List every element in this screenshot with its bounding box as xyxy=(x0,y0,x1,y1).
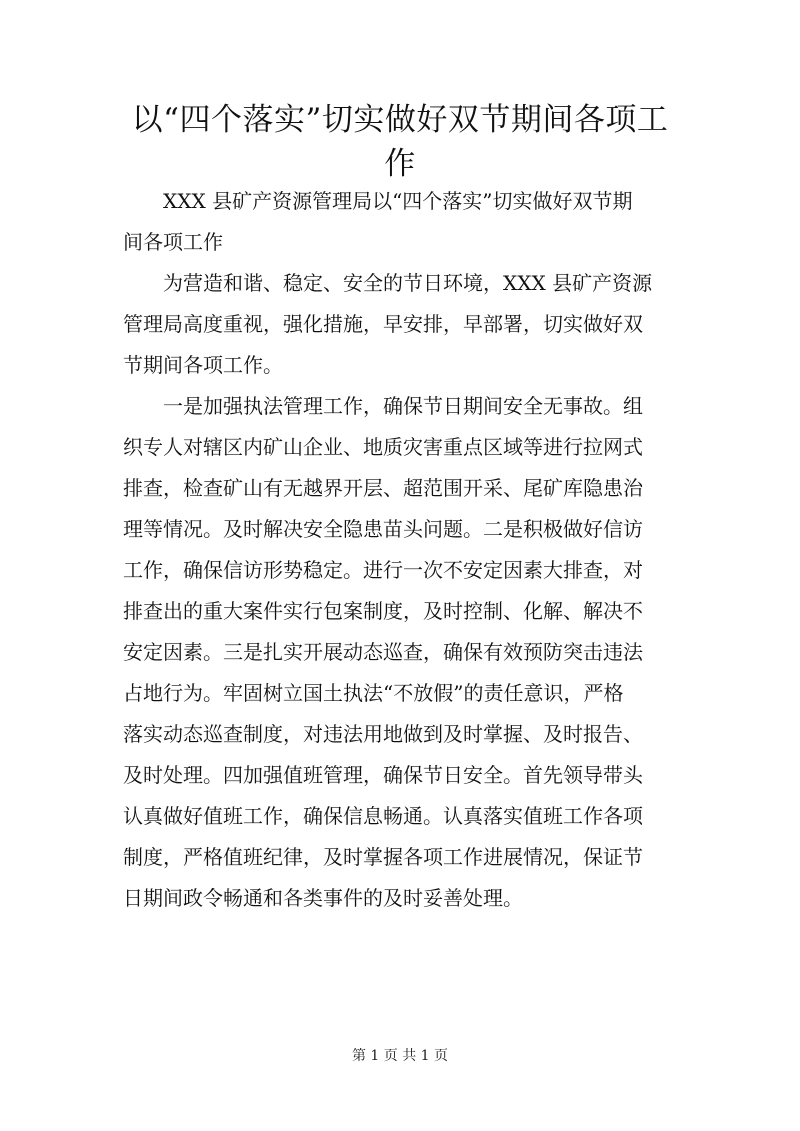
title-line-2: 作 xyxy=(384,146,416,182)
paragraph-line: 安定因素。三是扎实开展动态巡查，确保有效预防突击违法 xyxy=(123,640,643,664)
paragraph-line: 排查，检查矿山有无越界开层、超范围开采、尾矿库隐患治 xyxy=(123,476,643,500)
paragraph-line: 及时处理。四加强值班管理，确保节日安全。首先领导带头 xyxy=(123,763,643,787)
document-title xyxy=(80,98,720,186)
paragraph-line: 认真做好值班工作，确保信息畅通。认真落实值班工作各项 xyxy=(123,804,643,828)
paragraph-intro xyxy=(123,263,683,386)
paragraph-line: 落实动态巡查制度，对违法用地做到及时掌握、及时报告、 xyxy=(123,722,643,746)
paragraph-line: 排查出的重大案件实行包案制度，及时控制、化解、解决不 xyxy=(123,599,643,623)
paragraph-line: 管理局高度重视，强化措施，早安排，早部署，切实做好双 xyxy=(123,312,643,336)
paragraph-subtitle xyxy=(123,181,683,263)
paragraph-line: 理等情况。及时解决安全隐患苗头问题。二是积极做好信访 xyxy=(123,517,643,541)
paragraph-line: 为营造和谐、稳定、安全的节日环境，XXX 县矿产资源 xyxy=(163,271,653,295)
title-line-1: 以“四个落实”切实做好双节期间各项工 xyxy=(131,102,669,138)
paragraph-line: 工作，确保信访形势稳定。进行一次不安定因素大排查，对 xyxy=(123,558,643,582)
paragraph-line: 间各项工作 xyxy=(123,230,223,254)
paragraph-line: 日期间政令畅通和各类事件的及时妥善处理。 xyxy=(123,886,523,910)
paragraph-main xyxy=(123,386,683,919)
document-body xyxy=(123,181,683,919)
paragraph-line: 节期间各项工作。 xyxy=(123,353,283,377)
paragraph-line: 织专人对辖区内矿山企业、地质灾害重点区域等进行拉网式 xyxy=(123,435,643,459)
page-footer: 第 1 页 共 1 页 xyxy=(351,1048,449,1064)
paragraph-line: XXX 县矿产资源管理局以“四个落实”切实做好双节期 xyxy=(163,189,633,213)
paragraph-line: 占地行为。牢固树立国土执法“不放假”的责任意识，严格 xyxy=(123,681,624,705)
paragraph-line: 一是加强执法管理工作，确保节日期间安全无事故。组 xyxy=(163,394,643,418)
paragraph-line: 制度，严格值班纪律，及时掌握各项工作进展情况，保证节 xyxy=(123,845,643,869)
